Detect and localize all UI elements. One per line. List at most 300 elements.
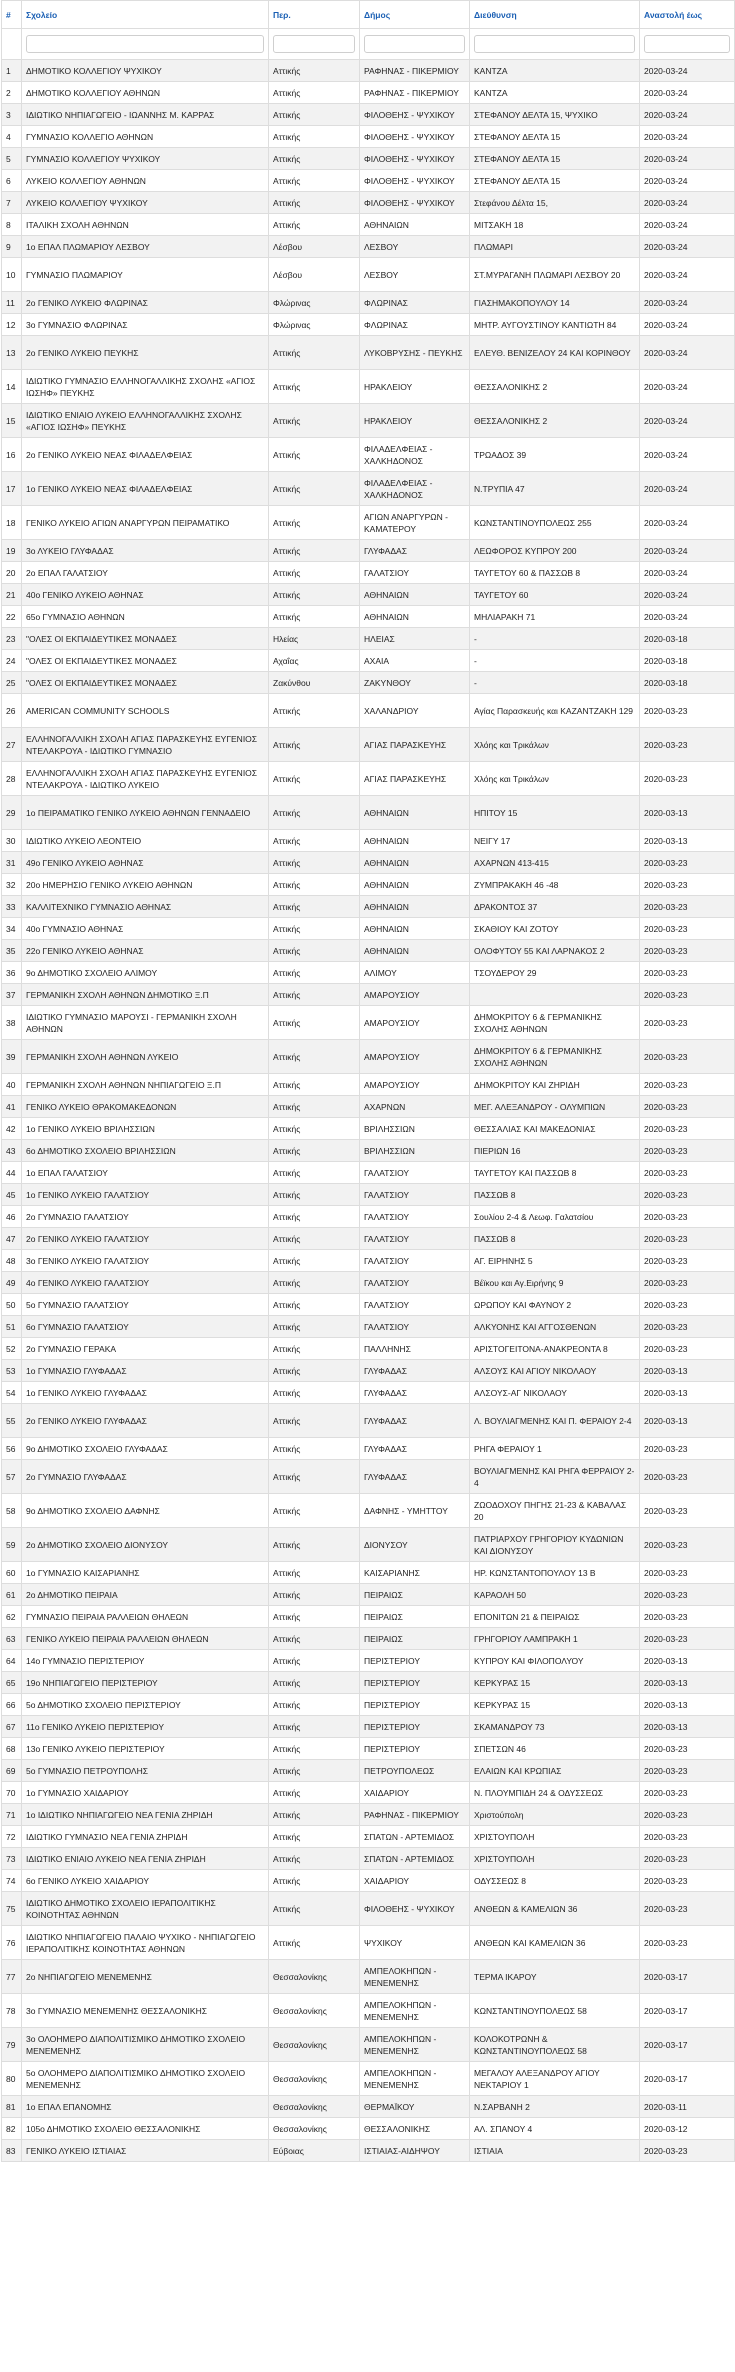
cell-suspension-date: 2020-03-11 [640, 2096, 735, 2118]
table-row [2, 1096, 735, 1118]
cell-municipality: ΑΜΑΡΟΥΣΙΟΥ [360, 1040, 470, 1074]
cell-number: 59 [2, 1528, 22, 1562]
cell-suspension-date: 2020-03-23 [640, 962, 735, 984]
header-municipality[interactable]: Δήμος [360, 1, 470, 29]
cell-region: Αττικής [269, 148, 360, 170]
cell-number: 55 [2, 1404, 22, 1438]
cell-address: ΠΑΣΣΩΒ 8 [470, 1184, 640, 1206]
header-suspension-date[interactable]: Αναστολή έως [640, 1, 735, 29]
cell-school: ΙΔΙΩΤΙΚΟ ΝΗΠΙΑΓΩΓΕΙΟ - ΙΩΑΝΝΗΣ Μ. ΚΑΡΡΑΣ [22, 104, 269, 126]
cell-suspension-date: 2020-03-24 [640, 192, 735, 214]
cell-address: ΤΕΡΜΑ ΙΚΑΡΟΥ [470, 1960, 640, 1994]
cell-suspension-date: 2020-03-23 [640, 1606, 735, 1628]
cell-number: 11 [2, 292, 22, 314]
table-row [2, 1162, 735, 1184]
cell-region: Αττικής [269, 940, 360, 962]
table-row [2, 104, 735, 126]
cell-number: 15 [2, 404, 22, 438]
cell-suspension-date: 2020-03-23 [640, 918, 735, 940]
cell-region: Αττικής [269, 796, 360, 830]
cell-school: 2ο ΓΕΝΙΚΟ ΛΥΚΕΙΟ ΠΕΥΚΗΣ [22, 336, 269, 370]
cell-suspension-date: 2020-03-13 [640, 1360, 735, 1382]
cell-address: ΔΗΜΟΚΡΙΤΟΥ 6 & ΓΕΡΜΑΝΙΚΗΣ ΣΧΟΛΗΣ ΑΘΗΝΩΝ [470, 1006, 640, 1040]
filter-cell-region [269, 29, 360, 60]
cell-region: Αττικής [269, 82, 360, 104]
table-row [2, 1628, 735, 1650]
cell-school: 5ο ΔΗΜΟΤΙΚΟ ΣΧΟΛΕΙΟ ΠΕΡΙΣΤΕΡΙΟΥ [22, 1694, 269, 1716]
cell-suspension-date: 2020-03-23 [640, 1528, 735, 1562]
cell-suspension-date: 2020-03-23 [640, 984, 735, 1006]
cell-municipality: ΑΘΗΝΑΙΩΝ [360, 874, 470, 896]
cell-region: Αττικής [269, 1562, 360, 1584]
cell-school: 2ο ΓΥΜΝΑΣΙΟ ΓΛΥΦΑΔΑΣ [22, 1460, 269, 1494]
cell-number: 51 [2, 1316, 22, 1338]
cell-suspension-date: 2020-03-23 [640, 1826, 735, 1848]
table-row [2, 2028, 735, 2062]
cell-address: ΚΩΝΣΤΑΝΤΙΝΟΥΠΟΛΕΩΣ 58 [470, 1994, 640, 2028]
cell-region: Αττικής [269, 1494, 360, 1528]
cell-address: ΣΚΑΘΙΟΥ ΚΑΙ ΖΟΤΟΥ [470, 918, 640, 940]
cell-region: Ηλείας [269, 628, 360, 650]
cell-municipality: ΓΑΛΑΤΣΙΟΥ [360, 1184, 470, 1206]
cell-region: Θεσσαλονίκης [269, 2096, 360, 2118]
cell-region: Φλώρινας [269, 314, 360, 336]
cell-municipality: ΗΡΑΚΛΕΙΟΥ [360, 404, 470, 438]
filter-cell-number [2, 29, 22, 60]
cell-region: Αττικής [269, 1672, 360, 1694]
table-row [2, 1360, 735, 1382]
cell-school: ΙΔΙΩΤΙΚΟ ΛΥΚΕΙΟ ΛΕΟΝΤΕΙΟ [22, 830, 269, 852]
cell-suspension-date: 2020-03-23 [640, 1162, 735, 1184]
header-number[interactable]: # [2, 1, 22, 29]
cell-address: ΘΕΣΣΑΛΙΑΣ ΚΑΙ ΜΑΚΕΔΟΝΙΑΣ [470, 1118, 640, 1140]
cell-region: Θεσσαλονίκης [269, 2062, 360, 2096]
cell-region: Εύβοιας [269, 2140, 360, 2162]
region-filter-input[interactable] [273, 35, 355, 53]
cell-number: 1 [2, 60, 22, 82]
table-row [2, 940, 735, 962]
cell-school: ΓΕΡΜΑΝΙΚΗ ΣΧΟΛΗ ΑΘΗΝΩΝ ΛΥΚΕΙΟ [22, 1040, 269, 1074]
cell-suspension-date: 2020-03-23 [640, 1562, 735, 1584]
cell-school: "ΟΛΕΣ ΟΙ ΕΚΠΑΙΔΕΥΤΙΚΕΣ ΜΟΝΑΔΕΣ [22, 672, 269, 694]
cell-number: 69 [2, 1760, 22, 1782]
cell-address: ΔΡΑΚΟΝΤΟΣ 37 [470, 896, 640, 918]
table-row [2, 1782, 735, 1804]
cell-region: Αττικής [269, 1760, 360, 1782]
cell-region: Θεσσαλονίκης [269, 1960, 360, 1994]
table-row [2, 1926, 735, 1960]
table-row [2, 1892, 735, 1926]
schools-table [1, 0, 735, 2162]
cell-suspension-date: 2020-03-23 [640, 1228, 735, 1250]
cell-region: Αττικής [269, 170, 360, 192]
cell-region: Αττικής [269, 404, 360, 438]
cell-region: Αττικής [269, 1892, 360, 1926]
cell-address: ΑΝΘΕΩΝ ΚΑΙ ΚΑΜΕΛΙΩΝ 36 [470, 1926, 640, 1960]
cell-number: 37 [2, 984, 22, 1006]
cell-address: Σουλίου 2-4 & Λεωφ. Γαλατσίου [470, 1206, 640, 1228]
cell-address: ΖΩΟΔΟΧΟΥ ΠΗΓΗΣ 21-23 & ΚΑΒΑΛΑΣ 20 [470, 1494, 640, 1528]
cell-address: ΚΥΠΡΟΥ ΚΑΙ ΦΙΛΟΠΟΛΥΟΥ [470, 1650, 640, 1672]
cell-school: ΛΥΚΕΙΟ ΚΟΛΛΕΓΙΟΥ ΨΥΧΙΚΟΥ [22, 192, 269, 214]
table-row [2, 584, 735, 606]
cell-address: ΤΡΩΑΔΟΣ 39 [470, 438, 640, 472]
cell-suspension-date: 2020-03-18 [640, 628, 735, 650]
cell-school: 9ο ΔΗΜΟΤΙΚΟ ΣΧΟΛΕΙΟ ΓΛΥΦΑΔΑΣ [22, 1438, 269, 1460]
cell-suspension-date: 2020-03-24 [640, 404, 735, 438]
cell-number: 54 [2, 1382, 22, 1404]
header-row [2, 1, 735, 29]
cell-number: 43 [2, 1140, 22, 1162]
cell-address: ΑΛΚΥΟΝΗΣ ΚΑΙ ΑΓΓΟΣΘΕΝΩΝ [470, 1316, 640, 1338]
cell-suspension-date: 2020-03-23 [640, 852, 735, 874]
cell-address: ΣΚΑΜΑΝΔΡΟΥ 73 [470, 1716, 640, 1738]
cell-region: Αττικής [269, 192, 360, 214]
cell-number: 45 [2, 1184, 22, 1206]
cell-suspension-date: 2020-03-17 [640, 1994, 735, 2028]
cell-address: ΚΕΡΚΥΡΑΣ 15 [470, 1694, 640, 1716]
cell-number: 82 [2, 2118, 22, 2140]
cell-number: 77 [2, 1960, 22, 1994]
cell-number: 10 [2, 258, 22, 292]
cell-municipality: ΑΧΑΡΝΩΝ [360, 1096, 470, 1118]
cell-number: 30 [2, 830, 22, 852]
cell-school: 2ο ΔΗΜΟΤΙΚΟ ΣΧΟΛΕΙΟ ΔΙΟΝΥΣΟΥ [22, 1528, 269, 1562]
cell-number: 64 [2, 1650, 22, 1672]
cell-municipality: ΑΛΙΜΟΥ [360, 962, 470, 984]
table-row [2, 672, 735, 694]
cell-school: 5ο ΓΥΜΝΑΣΙΟ ΓΑΛΑΤΣΙΟΥ [22, 1294, 269, 1316]
cell-suspension-date: 2020-03-24 [640, 126, 735, 148]
cell-school: 1ο ΕΠΑΛ ΕΠΑΝΟΜΗΣ [22, 2096, 269, 2118]
cell-region: Αττικής [269, 1338, 360, 1360]
cell-suspension-date: 2020-03-23 [640, 1438, 735, 1460]
cell-municipality: ΑΘΗΝΑΙΩΝ [360, 918, 470, 940]
cell-school: 1ο ΓΥΜΝΑΣΙΟ ΧΑΙΔΑΡΙΟΥ [22, 1782, 269, 1804]
cell-school: ΕΛΛΗΝΟΓΑΛΛΙΚΗ ΣΧΟΛΗ ΑΓΙΑΣ ΠΑΡΑΣΚΕΥΗΣ ΕΥΓΕΝΙΟΣ ΝΤΕΛΑΚΡΟΥΑ - ΙΔΙΩΤΙΚΟ ΛΥΚΕΙΟ [22, 762, 269, 796]
table-row [2, 258, 735, 292]
cell-municipality: ΠΕΡΙΣΤΕΡΙΟΥ [360, 1716, 470, 1738]
cell-number: 40 [2, 1074, 22, 1096]
cell-suspension-date: 2020-03-24 [640, 606, 735, 628]
cell-region: Αττικής [269, 1606, 360, 1628]
table-row [2, 1606, 735, 1628]
cell-region: Αχαΐας [269, 650, 360, 672]
cell-school: ΙΔΙΩΤΙΚΟ ΓΥΜΝΑΣΙΟ ΕΛΛΗΝΟΓΑΛΛΙΚΗΣ ΣΧΟΛΗΣ «ΑΓΙΟΣ ΙΩΣΗΦ» ΠΕΥΚΗΣ [22, 370, 269, 404]
cell-address: ΝΕΙΓΥ 17 [470, 830, 640, 852]
cell-address: ΕΛΕΥΘ. ΒΕΝΙΖΕΛΟΥ 24 ΚΑΙ ΚΟΡΙΝΘΟΥ [470, 336, 640, 370]
cell-region: Αττικής [269, 1140, 360, 1162]
cell-municipality: ΓΛΥΦΑΔΑΣ [360, 1404, 470, 1438]
cell-municipality: ΑΘΗΝΑΙΩΝ [360, 852, 470, 874]
cell-municipality: ΦΛΩΡΙΝΑΣ [360, 314, 470, 336]
cell-suspension-date: 2020-03-23 [640, 1926, 735, 1960]
cell-address: Χριστούπολη [470, 1804, 640, 1826]
cell-suspension-date: 2020-03-17 [640, 1960, 735, 1994]
cell-region: Αττικής [269, 1096, 360, 1118]
cell-address: ΚΕΡΚΥΡΑΣ 15 [470, 1672, 640, 1694]
cell-region: Θεσσαλονίκης [269, 2118, 360, 2140]
cell-number: 16 [2, 438, 22, 472]
cell-region: Αττικής [269, 1848, 360, 1870]
cell-municipality: ΓΑΛΑΤΣΙΟΥ [360, 1294, 470, 1316]
cell-municipality: ΓΑΛΑΤΣΙΟΥ [360, 1228, 470, 1250]
cell-suspension-date: 2020-03-23 [640, 694, 735, 728]
cell-number: 42 [2, 1118, 22, 1140]
cell-address: ΤΑΥΓΕΤΟΥ ΚΑΙ ΠΑΣΣΩΒ 8 [470, 1162, 640, 1184]
cell-region: Αττικής [269, 370, 360, 404]
cell-school: 6ο ΓΥΜΝΑΣΙΟ ΓΑΛΑΤΣΙΟΥ [22, 1316, 269, 1338]
cell-municipality: ΓΑΛΑΤΣΙΟΥ [360, 1250, 470, 1272]
table-row [2, 1206, 735, 1228]
cell-region: Φλώρινας [269, 292, 360, 314]
cell-address: ΟΔΥΣΣΕΩΣ 8 [470, 1870, 640, 1892]
cell-municipality: ΠΕΡΙΣΤΕΡΙΟΥ [360, 1738, 470, 1760]
cell-suspension-date: 2020-03-12 [640, 2118, 735, 2140]
cell-municipality: ΨΥΧΙΚΟΥ [360, 1926, 470, 1960]
cell-school: ΙΔΙΩΤΙΚΟ ΕΝΙΑΙΟ ΛΥΚΕΙΟ ΕΛΛΗΝΟΓΑΛΛΙΚΗΣ ΣΧΟΛΗΣ «ΑΓΙΟΣ ΙΩΣΗΦ» ΠΕΥΚΗΣ [22, 404, 269, 438]
cell-school: ΓΕΝΙΚΟ ΛΥΚΕΙΟ ΘΡΑΚΟΜΑΚΕΔΟΝΩΝ [22, 1096, 269, 1118]
cell-number: 39 [2, 1040, 22, 1074]
cell-municipality: ΣΠΑΤΩΝ - ΑΡΤΕΜΙΔΟΣ [360, 1848, 470, 1870]
table-row [2, 1438, 735, 1460]
cell-suspension-date: 2020-03-24 [640, 438, 735, 472]
cell-address: ΠΑΤΡΙΑΡΧΟΥ ΓΡΗΓΟΡΙΟΥ ΚΥΔΩΝΙΩΝ ΚΑΙ ΔΙΟΝΥΣΟΥ [470, 1528, 640, 1562]
filter-row [2, 29, 735, 60]
cell-number: 6 [2, 170, 22, 192]
cell-number: 50 [2, 1294, 22, 1316]
table-row [2, 540, 735, 562]
cell-region: Ζακύνθου [269, 672, 360, 694]
table-row [2, 170, 735, 192]
cell-suspension-date: 2020-03-18 [640, 672, 735, 694]
cell-school: ΓΥΜΝΑΣΙΟ ΠΛΩΜΑΡΙΟΥ [22, 258, 269, 292]
cell-school: ΓΕΡΜΑΝΙΚΗ ΣΧΟΛΗ ΑΘΗΝΩΝ ΔΗΜΟΤΙΚΟ Ξ.Π [22, 984, 269, 1006]
cell-municipality: ΘΕΡΜΑΪΚΟΥ [360, 2096, 470, 2118]
cell-municipality: ΦΙΛΟΘΕΗΣ - ΨΥΧΙΚΟΥ [360, 192, 470, 214]
cell-region: Αττικής [269, 336, 360, 370]
cell-municipality: ΡΑΦΗΝΑΣ - ΠΙΚΕΡΜΙΟΥ [360, 60, 470, 82]
cell-number: 58 [2, 1494, 22, 1528]
cell-address: - [470, 650, 640, 672]
cell-region: Αττικής [269, 918, 360, 940]
cell-region: Αττικής [269, 1382, 360, 1404]
cell-number: 65 [2, 1672, 22, 1694]
cell-municipality: ΠΕΡΙΣΤΕΡΙΟΥ [360, 1694, 470, 1716]
table-row [2, 370, 735, 404]
table-body [2, 60, 735, 2162]
cell-number: 2 [2, 82, 22, 104]
school-filter-input[interactable] [26, 35, 264, 53]
cell-number: 61 [2, 1584, 22, 1606]
cell-municipality: ΑΜΑΡΟΥΣΙΟΥ [360, 984, 470, 1006]
cell-school: 3ο ΛΥΚΕΙΟ ΓΛΥΦΑΔΑΣ [22, 540, 269, 562]
cell-address: ΤΑΥΓΕΤΟΥ 60 & ΠΑΣΣΩΒ 8 [470, 562, 640, 584]
cell-region: Θεσσαλονίκης [269, 2028, 360, 2062]
cell-suspension-date: 2020-03-24 [640, 336, 735, 370]
cell-address: ΓΙΑΣΗΜΑΚΟΠΟΥΛΟΥ 14 [470, 292, 640, 314]
cell-school: 2ο ΓΕΝΙΚΟ ΛΥΚΕΙΟ ΓΛΥΦΑΔΑΣ [22, 1404, 269, 1438]
cell-number: 52 [2, 1338, 22, 1360]
table-row [2, 1184, 735, 1206]
cell-school: 2ο ΓΕΝΙΚΟ ΛΥΚΕΙΟ ΦΛΩΡΙΝΑΣ [22, 292, 269, 314]
cell-region: Αττικής [269, 830, 360, 852]
table-row [2, 1650, 735, 1672]
cell-school: ΓΥΜΝΑΣΙΟ ΚΟΛΛΕΓΙΟΥ ΨΥΧΙΚΟΥ [22, 148, 269, 170]
cell-municipality: ΠΑΛΛΗΝΗΣ [360, 1338, 470, 1360]
table-row [2, 1006, 735, 1040]
cell-region: Αττικής [269, 562, 360, 584]
cell-school: "ΟΛΕΣ ΟΙ ΕΚΠΑΙΔΕΥΤΙΚΕΣ ΜΟΝΑΔΕΣ [22, 650, 269, 672]
cell-school: ΓΕΝΙΚΟ ΛΥΚΕΙΟ ΙΣΤΙΑΙΑΣ [22, 2140, 269, 2162]
cell-municipality: ΠΕΡΙΣΤΕΡΙΟΥ [360, 1672, 470, 1694]
cell-suspension-date: 2020-03-23 [640, 1460, 735, 1494]
cell-number: 70 [2, 1782, 22, 1804]
cell-number: 17 [2, 472, 22, 506]
cell-municipality: ΦΙΛΟΘΕΗΣ - ΨΥΧΙΚΟΥ [360, 126, 470, 148]
cell-municipality: ΓΛΥΦΑΔΑΣ [360, 1360, 470, 1382]
cell-address: ΜΗΛΙΑΡΑΚΗ 71 [470, 606, 640, 628]
cell-address: Ν.ΤΡΥΠΙΑ 47 [470, 472, 640, 506]
cell-suspension-date: 2020-03-24 [640, 148, 735, 170]
cell-suspension-date: 2020-03-23 [640, 1272, 735, 1294]
cell-address: ΛΕΩΦΟΡΟΣ ΚΥΠΡΟΥ 200 [470, 540, 640, 562]
cell-municipality: ΑΓΙΩΝ ΑΝΑΡΓΥΡΩΝ - ΚΑΜΑΤΕΡΟΥ [360, 506, 470, 540]
cell-region: Αττικής [269, 896, 360, 918]
cell-municipality: ΦΙΛΟΘΕΗΣ - ΨΥΧΙΚΟΥ [360, 148, 470, 170]
cell-school: 40ο ΓΥΜΝΑΣΙΟ ΑΘΗΝΑΣ [22, 918, 269, 940]
cell-address: ΟΛΟΦΥΤΟΥ 55 ΚΑΙ ΛΑΡΝΑΚΟΣ 2 [470, 940, 640, 962]
table-row [2, 1294, 735, 1316]
cell-number: 47 [2, 1228, 22, 1250]
header-region[interactable]: Περ. [269, 1, 360, 29]
address-filter-input[interactable] [474, 35, 635, 53]
cell-address: ΖΥΜΠΡΑΚΑΚΗ 46 -48 [470, 874, 640, 896]
cell-school: 3ο ΟΛΟΗΜΕΡΟ ΔΙΑΠΟΛΙΤΙΣΜΙΚΟ ΔΗΜΟΤΙΚΟ ΣΧΟΛΕΙΟ ΜΕΝΕΜΕΝΗΣ [22, 2028, 269, 2062]
cell-address: ΑΛ. ΣΠΑΝΟΥ 4 [470, 2118, 640, 2140]
cell-region: Αττικής [269, 1228, 360, 1250]
cell-region: Αττικής [269, 1528, 360, 1562]
table-row [2, 404, 735, 438]
cell-suspension-date: 2020-03-24 [640, 584, 735, 606]
table-row [2, 236, 735, 258]
table-row [2, 2118, 735, 2140]
cell-school: 1ο ΓΕΝΙΚΟ ΛΥΚΕΙΟ ΓΑΛΑΤΣΙΟΥ [22, 1184, 269, 1206]
table-row [2, 1404, 735, 1438]
table-row [2, 918, 735, 940]
cell-municipality: ΑΘΗΝΑΙΩΝ [360, 896, 470, 918]
cell-number: 46 [2, 1206, 22, 1228]
cell-address: ΩΡΩΠΟΥ ΚΑΙ ΦΑΥΝΟΥ 2 [470, 1294, 640, 1316]
cell-address: ΚΑΡΑΟΛΗ 50 [470, 1584, 640, 1606]
cell-region: Αττικής [269, 1716, 360, 1738]
cell-municipality: ΠΕΙΡΑΙΩΣ [360, 1606, 470, 1628]
cell-suspension-date: 2020-03-23 [640, 1760, 735, 1782]
cell-address: ΚΩΝΣΤΑΝΤΙΝΟΥΠΟΛΕΩΣ 255 [470, 506, 640, 540]
cell-school: 6ο ΔΗΜΟΤΙΚΟ ΣΧΟΛΕΙΟ ΒΡΙΛΗΣΣΙΩΝ [22, 1140, 269, 1162]
table-row [2, 1382, 735, 1404]
cell-region: Αττικής [269, 438, 360, 472]
cell-municipality: ΓΑΛΑΤΣΙΟΥ [360, 562, 470, 584]
cell-municipality: ΠΕΙΡΑΙΩΣ [360, 1628, 470, 1650]
cell-school: 1ο ΓΕΝΙΚΟ ΛΥΚΕΙΟ ΝΕΑΣ ΦΙΛΑΔΕΛΦΕΙΑΣ [22, 472, 269, 506]
cell-suspension-date: 2020-03-23 [640, 1848, 735, 1870]
cell-region: Αττικής [269, 104, 360, 126]
date-filter-input[interactable] [644, 35, 730, 53]
municipality-filter-input[interactable] [364, 35, 465, 53]
cell-municipality: ΑΘΗΝΑΙΩΝ [360, 796, 470, 830]
cell-number: 81 [2, 2096, 22, 2118]
table-row [2, 1338, 735, 1360]
header-school[interactable]: Σχολείο [22, 1, 269, 29]
cell-region: Αττικής [269, 984, 360, 1006]
cell-address: ΤΣΟΥΔΕΡΟΥ 29 [470, 962, 640, 984]
table-row [2, 962, 735, 984]
table-row [2, 1738, 735, 1760]
table-row [2, 852, 735, 874]
cell-suspension-date: 2020-03-17 [640, 2062, 735, 2096]
table-row [2, 1870, 735, 1892]
cell-number: 80 [2, 2062, 22, 2096]
cell-municipality: ΑΘΗΝΑΙΩΝ [360, 584, 470, 606]
cell-school: 5ο ΟΛΟΗΜΕΡΟ ΔΙΑΠΟΛΙΤΙΣΜΙΚΟ ΔΗΜΟΤΙΚΟ ΣΧΟΛΕΙΟ ΜΕΝΕΜΕΝΗΣ [22, 2062, 269, 2096]
cell-school: 1ο ΓΥΜΝΑΣΙΟ ΓΛΥΦΑΔΑΣ [22, 1360, 269, 1382]
cell-school: ΛΥΚΕΙΟ ΚΟΛΛΕΓΙΟΥ ΑΘΗΝΩΝ [22, 170, 269, 192]
cell-region: Αττικής [269, 1040, 360, 1074]
cell-suspension-date: 2020-03-24 [640, 214, 735, 236]
cell-region: Αττικής [269, 1316, 360, 1338]
header-address[interactable]: Διεύθυνση [470, 1, 640, 29]
filter-cell-date [640, 29, 735, 60]
cell-region: Αττικής [269, 1250, 360, 1272]
cell-suspension-date: 2020-03-23 [640, 1338, 735, 1360]
cell-region: Αττικής [269, 1650, 360, 1672]
cell-suspension-date: 2020-03-23 [640, 1494, 735, 1528]
cell-suspension-date: 2020-03-23 [640, 728, 735, 762]
cell-municipality: ΡΑΦΗΝΑΣ - ΠΙΚΕΡΜΙΟΥ [360, 82, 470, 104]
cell-municipality: ΦΙΛΑΔΕΛΦΕΙΑΣ - ΧΑΛΚΗΔΟΝΟΣ [360, 438, 470, 472]
cell-school: ΙΔΙΩΤΙΚΟ ΝΗΠΙΑΓΩΓΕΙΟ ΠΑΛΑΙΟ ΨΥΧΙΚΟ - ΝΗΠΙΑΓΩΓΕΙΟ ΙΕΡΑΠΟΛΙΤΙΚΗΣ ΚΟΙΝΟΤΗΤΑΣ ΑΘΗΝΩΝ [22, 1926, 269, 1960]
cell-address: ΑΓ. ΕΙΡΗΝΗΣ 5 [470, 1250, 640, 1272]
cell-number: 68 [2, 1738, 22, 1760]
table-row [2, 438, 735, 472]
table-row [2, 796, 735, 830]
cell-address: ΡΗΓΑ ΦΕΡΑΙΟΥ 1 [470, 1438, 640, 1460]
cell-address: ΤΑΥΓΕΤΟΥ 60 [470, 584, 640, 606]
cell-suspension-date: 2020-03-23 [640, 1804, 735, 1826]
cell-school: 2ο ΓΕΝΙΚΟ ΛΥΚΕΙΟ ΝΕΑΣ ΦΙΛΑΔΕΛΦΕΙΑΣ [22, 438, 269, 472]
cell-address: - [470, 628, 640, 650]
cell-school: 14ο ΓΥΜΝΑΣΙΟ ΠΕΡΙΣΤΕΡΙΟΥ [22, 1650, 269, 1672]
table-row [2, 606, 735, 628]
cell-address: ΑΡΙΣΤΟΓΕΙΤΟΝΑ-ΑΝΑΚΡΕΟΝΤΑ 8 [470, 1338, 640, 1360]
filter-cell-school [22, 29, 269, 60]
cell-region: Αττικής [269, 962, 360, 984]
cell-number: 44 [2, 1162, 22, 1184]
cell-suspension-date: 2020-03-23 [640, 1870, 735, 1892]
cell-region: Αττικής [269, 1360, 360, 1382]
cell-municipality: ΦΙΛΑΔΕΛΦΕΙΑΣ - ΧΑΛΚΗΔΟΝΟΣ [360, 472, 470, 506]
table-row [2, 1250, 735, 1272]
cell-school: ΙΔΙΩΤΙΚΟ ΓΥΜΝΑΣΙΟ ΝΕΑ ΓΕΝΙΑ ΖΗΡΙΔΗ [22, 1826, 269, 1848]
table-row [2, 1118, 735, 1140]
cell-number: 9 [2, 236, 22, 258]
table-row [2, 984, 735, 1006]
cell-number: 41 [2, 1096, 22, 1118]
cell-address: Χλόης και Τρικάλων [470, 728, 640, 762]
cell-municipality: ΑΜΠΕΛΟΚΗΠΩΝ - ΜΕΝΕΜΕΝΗΣ [360, 2062, 470, 2096]
cell-municipality: ΓΛΥΦΑΔΑΣ [360, 1438, 470, 1460]
